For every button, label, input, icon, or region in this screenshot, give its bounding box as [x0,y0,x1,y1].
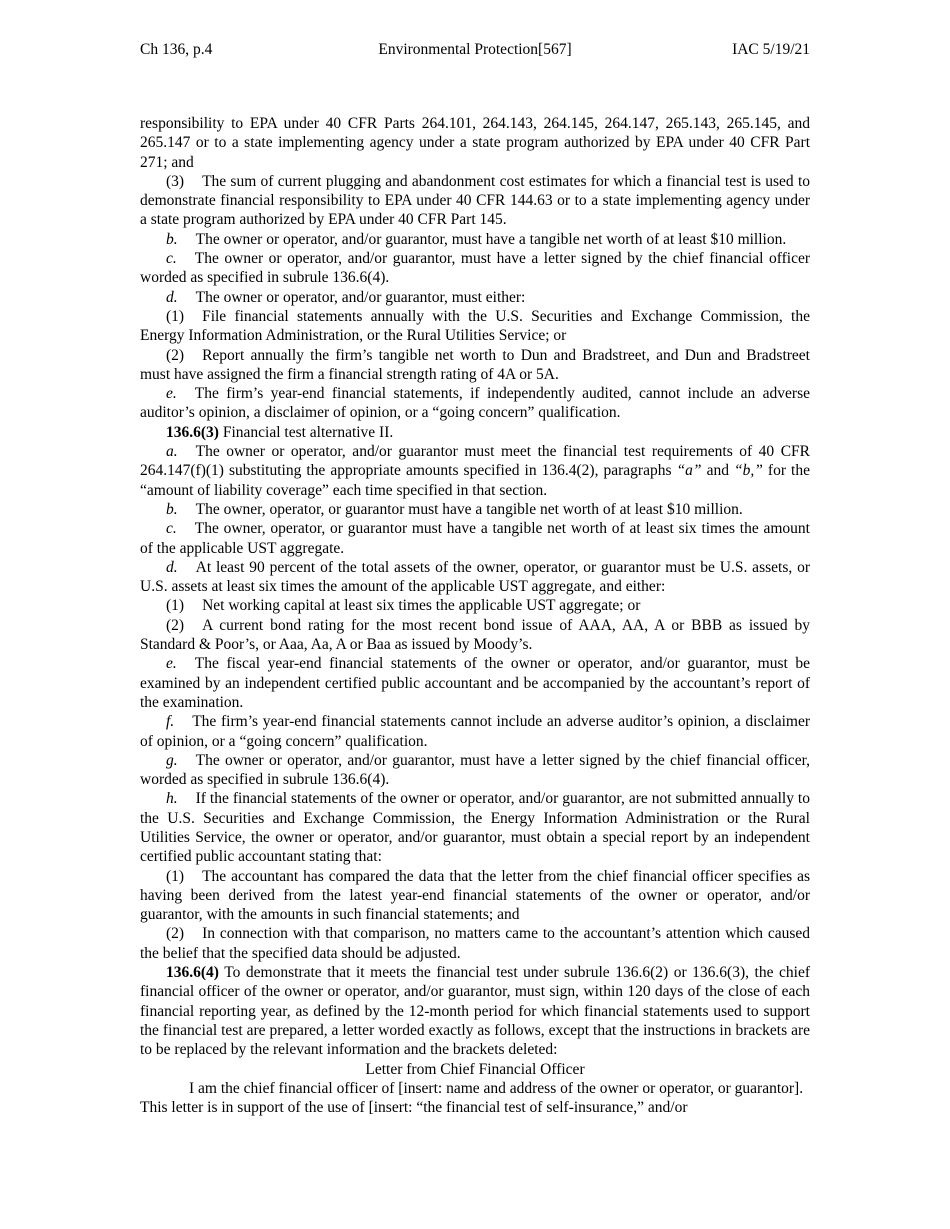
item-text: and [701,462,735,480]
item-letter: e. [166,385,177,403]
item-letter: h. [166,790,178,808]
item-number: (1) [166,867,185,885]
paragraph-d1 [140,307,810,346]
subrule-3-paragraph-h1 [140,867,810,925]
item-number: (2) [166,616,185,634]
item-letter: d. [166,288,178,306]
paragraph-e [140,384,810,423]
item-letter: c. [166,250,177,268]
item-number: (2) [166,346,185,364]
item-number: (1) [166,597,185,615]
item-text: If the financial statements of the owner or operator, and/or guarantor, are not submitted annually to the U.S. Securities and Exchange Commission, the Energy Information Administration or the Rural Utilities Service, the owner or operator, and/or guarantor, must obtain a special report by an independent certified public accountant stating that: [140,790,810,866]
item-letter: g. [166,751,178,769]
paragraph-b [140,230,810,249]
subrule-3-paragraph-h2 [140,924,810,963]
item-text: The owner or operator, and/or guarantor, must have a tangible net worth of at least $10 million. [195,230,787,248]
paragraph-c [140,249,810,288]
subrule-3-paragraph-e [140,654,810,712]
item-letter: f. [166,713,175,731]
running-header-title: Environmental Protection[567] [378,41,572,58]
item-text: The owner, operator, or guarantor must have a tangible net worth of at least $10 million. [195,500,743,518]
item-text: The firm’s year-end financial statements, if independently audited, cannot include an adverse auditor’s opinion, a disclaimer of opinion, or a “going concern” qualification. [140,385,810,422]
subrule-3-paragraph-g [140,751,810,790]
paragraph-continuation: responsibility to EPA under 40 CFR Parts 264.101, 264.143, 264.145, 264.147, 265.143, 265.145, and 265.147 or to a state implementing agency under a state program authorized by EPA under 40 CFR Part 271; and [140,115,810,171]
subrule-136-6-3 [140,423,810,442]
subrule-3-paragraph-c [140,519,810,558]
item-text: The sum of current plugging and abandonment cost estimates for which a financial test is used to demonstrate financial responsibility to EPA under 40 CFR 144.63 or to a state implementing agency under a state program authorized by EPA under 40 CFR Part 145. [140,172,810,229]
subrule-3-paragraph-d2 [140,616,810,655]
paragraph-d2 [140,346,810,385]
subrule-3-paragraph-d [140,558,810,597]
document-body [140,114,810,1117]
subrule-text: To demonstrate that it meets the financial test under subrule 136.6(2) or 136.6(3), the chief financial officer of the owner or operator, and/or guarantor, must sign, within 120 days of the close of each financial reporting year, as defined by the 12-month period for which financial statements used to support the financial test are prepared, a letter worded exactly as follows, except that the instructions in brackets are to be replaced by the relevant information and the brackets deleted: [140,964,810,1059]
item-number: (2) [166,925,185,943]
item-text: The owner or operator, and/or guarantor, must have a letter signed by the chief financial officer, worded as specified in subrule 136.6(4). [140,751,810,789]
item-text: The owner or operator, and/or guarantor, must have a letter signed by the chief financial officer worded as specified in subrule 136.6(4). [140,250,810,287]
item-text: The accountant has compared the data that the letter from the chief financial officer specifies as having been derived from the latest year-end financial statements of the owner or operator, and/or guarantor, with the amounts in such financial statements; and [140,867,810,924]
subrule-3-paragraph-d1 [140,596,810,615]
subrule-3-paragraph-a [140,442,810,500]
item-text: Net working capital at least six times the applicable UST aggregate; or [202,597,641,615]
item-letter: a. [166,443,178,461]
subrule-heading: Financial test alternative II. [222,423,394,441]
subrule-3-paragraph-f [140,712,810,751]
subrule-3-paragraph-b [140,500,810,519]
running-header-chapter: Ch 136, p.4 [140,41,213,58]
item-emphasis: “a” [676,462,702,480]
item-text: for the “amount of liability coverage” each time specified in that section. [140,462,810,499]
item-text: The fiscal year-end financial statements of the owner or operator, and/or guarantor, must be examined by an independent certified public accountant and be accompanied by the accountant’s report of the examination. [140,655,810,711]
item-letter: b. [166,500,178,518]
item-text: The owner or operator, and/or guarantor, must either: [195,288,526,306]
item-text: File financial statements annually with the U.S. Securities and Exchange Commission, the Energy Information Administration, or the Rural Utilities Service; or [140,307,810,345]
item-text: In connection with that comparison, no matters came to the accountant’s attention which caused the belief that the specified data should be adjusted. [140,925,810,962]
item-text: A current bond rating for the most recent bond issue of AAA, AA, A or BBB as issued by Standard & Poor’s, or Aaa, Aa, A or Baa as issued by Moody’s. [140,616,810,654]
item-letter: e. [166,655,177,673]
item-letter: b. [166,230,178,248]
paragraph-d [140,288,810,307]
subrule-3-paragraph-h [140,789,810,866]
item-text: Report annually the firm’s tangible net worth to Dun and Bradstreet, and Dun and Bradstreet must have assigned the firm a financial strength rating of 4A or 5A. [140,346,810,383]
item-letter: c. [166,520,177,538]
subrule-label: 136.6(4) [166,964,219,982]
subrule-136-6-4 [140,963,810,1059]
paragraph-a3 [140,172,810,230]
item-letter: d. [166,558,178,576]
subrule-label: 136.6(3) [166,423,219,441]
item-number: (1) [166,307,185,325]
letter-title: Letter from Chief Financial Officer [365,1060,585,1078]
letter-body: I am the chief financial officer of [insert: name and address of the owner or operator, or guarantor]. This letter is in support of the use of [insert: “the financial test of self-insurance,” and/or [140,1079,804,1117]
item-text: The firm’s year-end financial statements cannot include an adverse auditor’s opinion, a disclaimer of opinion, or a “going concern” qualification. [140,713,810,750]
item-text: The owner, operator, or guarantor must have a tangible net worth of at least six times the amount of the applicable UST aggregate. [140,520,810,557]
running-header-date: IAC 5/19/21 [732,41,810,58]
item-number: (3) [166,172,185,190]
item-emphasis: “b,” [734,462,763,480]
item-text: The owner or operator, and/or guarantor must meet the financial test requirements of 40 CFR 264.147(f)(1) substituting the appropriate amounts specified in 136.4(2), paragraphs [140,443,810,480]
item-text: At least 90 percent of the total assets of the owner, operator, or guarantor must be U.S. assets, or U.S. assets at least six times the amount of the applicable UST aggregate, and either: [140,558,810,596]
